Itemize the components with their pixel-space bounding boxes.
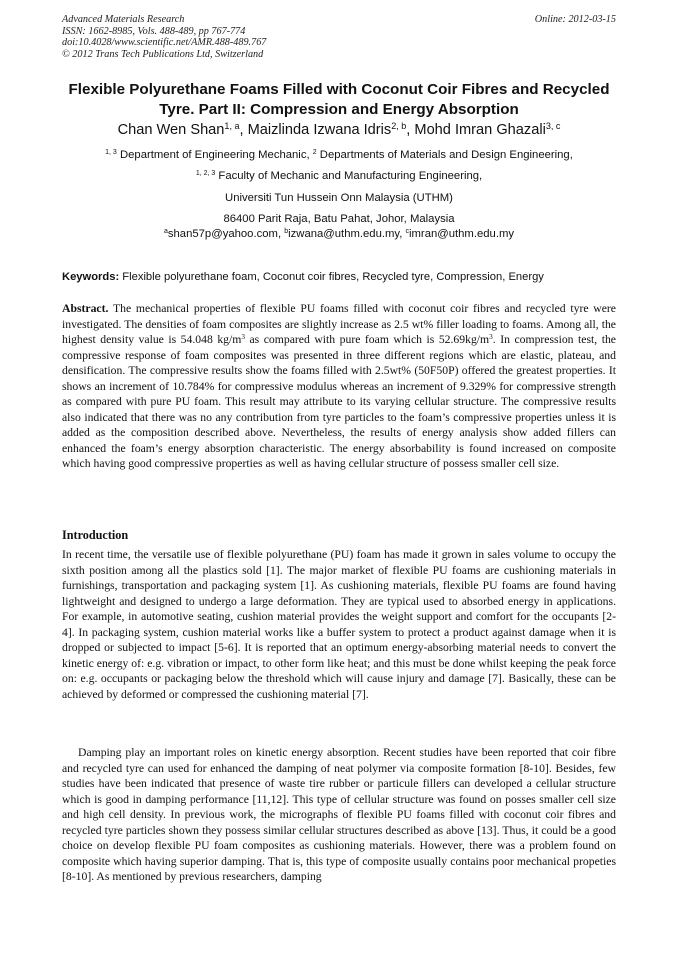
aff-faculty: Faculty of Mechanic and Manufacturing Engineering, bbox=[215, 170, 483, 182]
abstract-text: as compared with pure foam which is 52.69kg/m bbox=[244, 333, 490, 346]
email-sup: a bbox=[163, 228, 168, 236]
keywords-label: Keywords: bbox=[62, 271, 120, 283]
author-separator: , bbox=[406, 122, 415, 138]
author-list bbox=[62, 121, 616, 140]
unit-superscript: 3 bbox=[241, 333, 245, 342]
email-link[interactable]: shan57p@yahoo.com bbox=[167, 228, 278, 240]
affiliation-address: 86400 Parit Raja, Batu Pahat, Johor, Malaysia bbox=[223, 213, 455, 225]
journal-copyright: © 2012 Trans Tech Publications Ltd, Switzerland bbox=[62, 48, 264, 60]
aff-sup: 1, 3 bbox=[105, 149, 117, 157]
online-date: Online: 2012-03-15 bbox=[534, 14, 616, 25]
author-name: Chan Wen Shan bbox=[117, 122, 225, 138]
email-separator: , bbox=[399, 228, 406, 240]
aff-sup: 1, 2, 3 bbox=[195, 170, 216, 178]
affiliation-line-1 bbox=[62, 148, 616, 162]
keywords-text: Flexible polyurethane foam, Coconut coir fibres, Recycled tyre, Compression, Energy bbox=[119, 271, 544, 283]
introduction-paragraph: Damping play an important roles on kinetic energy absorption. Recent studies have been reported that coir fibre and recycled tyre can used for enhanced the damping of neat polymer via composite formation [8-10]. Besides, few studies have been indicated that presence of waste tire rubber or particule fillers can developed a cellular structure which is good in damping performance [11,12]. This type of cellular structure was found on posses smaller cell size and high cell density. In previous work, the micrographs of flexible PU foams filled with coconut coir fibres and recycled tyre particles shown they possess similar cellular structures described as above [13]. Thus, it could be a good choice on develop flexible PU foam composites as cushioning materials. However, there was a problem found on composite which having superior damping. That is, this type of composite usually contains poor mechanical propeties [8-10]. As mentioned by previous researchers, damping bbox=[62, 746, 616, 883]
email-link[interactable]: imran@uthm.edu.my bbox=[409, 228, 515, 240]
aff-dept-mechanic: Department of Engineering Mechanic, bbox=[116, 149, 313, 161]
email-link[interactable]: izwana@uthm.edu.my bbox=[288, 228, 400, 240]
author-emails bbox=[62, 227, 616, 241]
author-sup: 3, c bbox=[545, 121, 561, 132]
affiliation-university: Universiti Tun Hussein Onn Malaysia (UTHM) bbox=[225, 192, 453, 204]
author-sup: 2, b bbox=[391, 121, 407, 132]
email-separator: , bbox=[277, 228, 285, 240]
email-sup: c bbox=[405, 228, 410, 236]
abstract-text: . In compression test, the compressive response of foam composites was presented in three different regions which are elastic, plateau, and densification. The compressive results show the foams filled with 2.5wt% (50F50P) offered the greatest properties. It shows an increment of 10.784% for compressive modulus whereas an increment of 9.329% for compressive strength as compared with pure PU foam. This result may attribute to its varying cellular structure. The compressive results also indicated that there was no any contribution from tyre particles to the foam’s compressive properties unless it is added as the composition described above. Nevertheless, the results of energy analysis show added fillers can enhanced the foam’s energy absorption characteristic. The energy absorbability is found increased on composite which having good compressive properties as well as having cellular structure of possess smaller cell size. bbox=[62, 333, 616, 470]
aff-sup: 2 bbox=[312, 149, 317, 157]
email-sup: b bbox=[284, 228, 289, 236]
abstract-label: Abstract. bbox=[62, 302, 109, 315]
introduction-paragraph: In recent time, the versatile use of flexible polyurethane (PU) foam has made it grown in sales volume to occupy the sixth position among all the plastics sold [1]. The major market of flexible PU foams are cushioning materials in furnishings, transportation and packaging system [1]. As cushioning materials, flexible PU foams are found having lightweight and designed to undergo a large deformation. They are typical used to absorbed energy in applications. For example, in automotive seating, cushion material provides the weight support and comfort for the occupants [2-4]. In packaging system, cushion material works like a buffer system to protect a product against damage when it is dropped or subjected to impact [5-6]. It is reported that an optimum energy-absorbing material needs to convert the kinetic energy of: e.g. vibration or impact, to other form like heat; and this must be done whilst keeping the peak force on: e.g. occupants or packaging below the threshold which will cause injury and damage [7]. Basically, these can be achieved by deformed or compressed the cushioning material [7]. bbox=[62, 548, 616, 701]
unit-superscript: 3 bbox=[489, 333, 493, 342]
abstract-text: The mechanical properties of flexible PU foams filled with coconut coir fibres and recycled tyre were investigated. The densities of foam composites are slightly increase as 2.5 wt% filler loading to foams. Among all, the highest density value is 54.048 kg/m bbox=[62, 302, 616, 346]
author-separator: , bbox=[239, 122, 248, 138]
journal-header bbox=[62, 14, 462, 60]
author-sup: 1, a bbox=[224, 121, 240, 132]
aff-dept-materials: Departments of Materials and Design Engineering, bbox=[316, 149, 573, 161]
keywords bbox=[62, 270, 616, 284]
author-name: Mohd Imran Ghazali bbox=[414, 122, 546, 138]
paper-title: Flexible Polyurethane Foams Filled with Coconut Coir Fibres and Recycled Tyre. Part II: Compression and Energy Absorption bbox=[68, 81, 610, 118]
affiliation-line-2 bbox=[62, 169, 616, 183]
introduction-heading: Introduction bbox=[62, 528, 129, 542]
author-name: Maizlinda Izwana Idris bbox=[247, 122, 392, 138]
journal-doi: doi:10.4028/www.scientific.net/AMR.488-489.767 bbox=[62, 37, 267, 49]
journal-issn: ISSN: 1662-8985, Vols. 488-489, pp 767-774 bbox=[62, 25, 246, 37]
journal-name: Advanced Materials Research bbox=[62, 14, 185, 25]
abstract bbox=[62, 301, 616, 472]
